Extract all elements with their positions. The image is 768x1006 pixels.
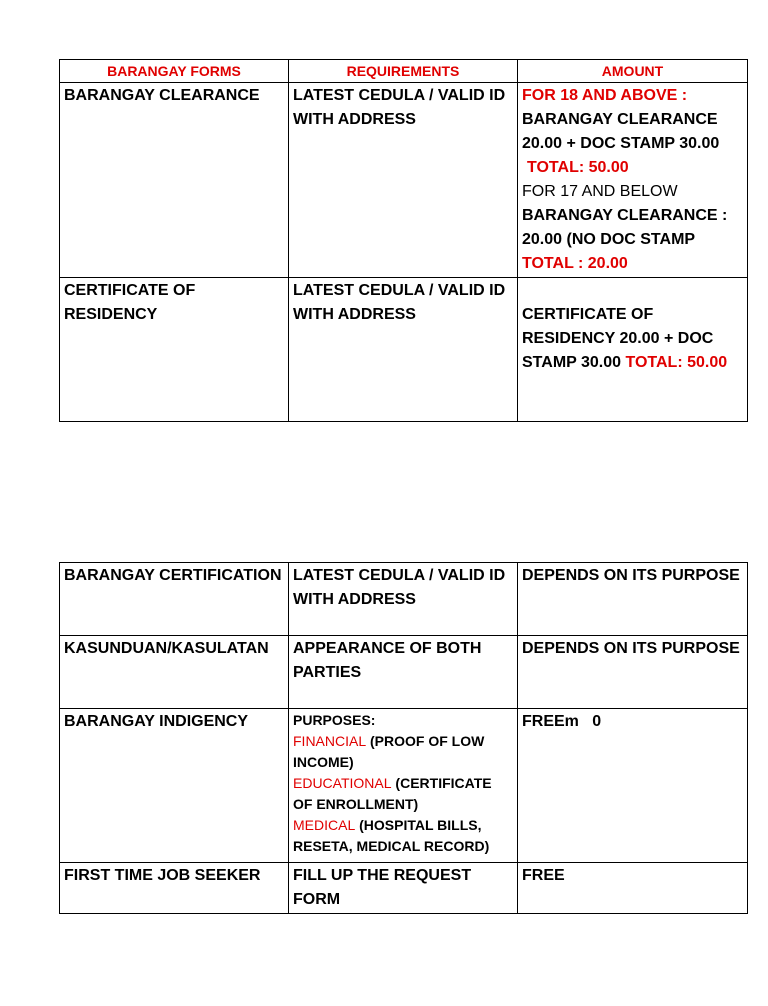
- form-name-cell: KASUNDUAN/KASULATAN: [60, 636, 289, 709]
- age-17-label: FOR 17 AND BELOW: [522, 183, 678, 200]
- amount-cell: FREE: [518, 863, 748, 914]
- total-label: TOTAL: 50.00: [527, 159, 629, 176]
- requirement-cell: FILL UP THE REQUEST FORM: [289, 863, 518, 914]
- table-row: [60, 278, 748, 422]
- financial-detail: (PROOF OF LOW INCOME): [293, 733, 485, 770]
- table-row: [60, 83, 748, 278]
- educational-detail: (CERTIFICATE OF ENROLLMENT): [293, 775, 492, 812]
- requirement-cell: LATEST CEDULA / VALID ID WITH ADDRESS: [289, 83, 518, 278]
- header-amount: AMOUNT: [518, 60, 748, 83]
- purpose-item: [293, 815, 513, 857]
- requirement-cell: LATEST CEDULA / VALID ID WITH ADDRESS: [289, 278, 518, 422]
- fee-line: 20.00 (NO DOC STAMP: [522, 231, 696, 248]
- form-name-cell: BARANGAY CERTIFICATION: [60, 563, 289, 636]
- table-row: [60, 636, 748, 709]
- age-18-label: FOR 18 AND ABOVE :: [522, 87, 688, 104]
- amount-cell: DEPENDS ON ITS PURPOSE: [518, 563, 748, 636]
- purposes-label: PURPOSES:: [293, 712, 376, 728]
- table-row: [60, 709, 748, 863]
- fee-text: CERTIFICATE OF RESIDENCY 20.00 + DOC STAMP 30.00: [522, 306, 714, 371]
- amount-cell: FREEm 0: [518, 709, 748, 863]
- fee-line: BARANGAY CLEARANCE: [522, 111, 718, 128]
- financial-label: FINANCIAL: [293, 733, 367, 749]
- form-name-cell: BARANGAY INDIGENCY: [60, 709, 289, 863]
- requirement-cell: LATEST CEDULA / VALID ID WITH ADDRESS: [289, 563, 518, 636]
- header-requirements: REQUIREMENTS: [289, 60, 518, 83]
- requirement-cell: [289, 709, 518, 863]
- fee-line: 20.00 + DOC STAMP 30.00: [522, 135, 720, 152]
- medical-label: MEDICAL: [293, 817, 356, 833]
- amount-cell: DEPENDS ON ITS PURPOSE: [518, 636, 748, 709]
- purpose-item: [293, 773, 513, 815]
- fees-table-2: [59, 562, 748, 914]
- purpose-item: [293, 731, 513, 773]
- form-name-cell: CERTIFICATE OF RESIDENCY: [60, 278, 289, 422]
- total-label: TOTAL : 20.00: [522, 255, 628, 272]
- educational-label: EDUCATIONAL: [293, 775, 392, 791]
- total-label: TOTAL: 50.00: [625, 354, 728, 371]
- header-forms: BARANGAY FORMS: [60, 60, 289, 83]
- fees-table-1: [59, 59, 748, 422]
- table-row: [60, 863, 748, 914]
- table-row: [60, 563, 748, 636]
- requirement-cell: APPEARANCE OF BOTH PARTIES: [289, 636, 518, 709]
- form-name-cell: FIRST TIME JOB SEEKER: [60, 863, 289, 914]
- amount-cell: [518, 83, 748, 278]
- fee-line: BARANGAY CLEARANCE :: [522, 207, 728, 224]
- medical-detail: (HOSPITAL BILLS, RESETA, MEDICAL RECORD): [293, 817, 490, 854]
- amount-cell: [518, 278, 748, 422]
- form-name-cell: BARANGAY CLEARANCE: [60, 83, 289, 278]
- table-header-row: [60, 60, 748, 83]
